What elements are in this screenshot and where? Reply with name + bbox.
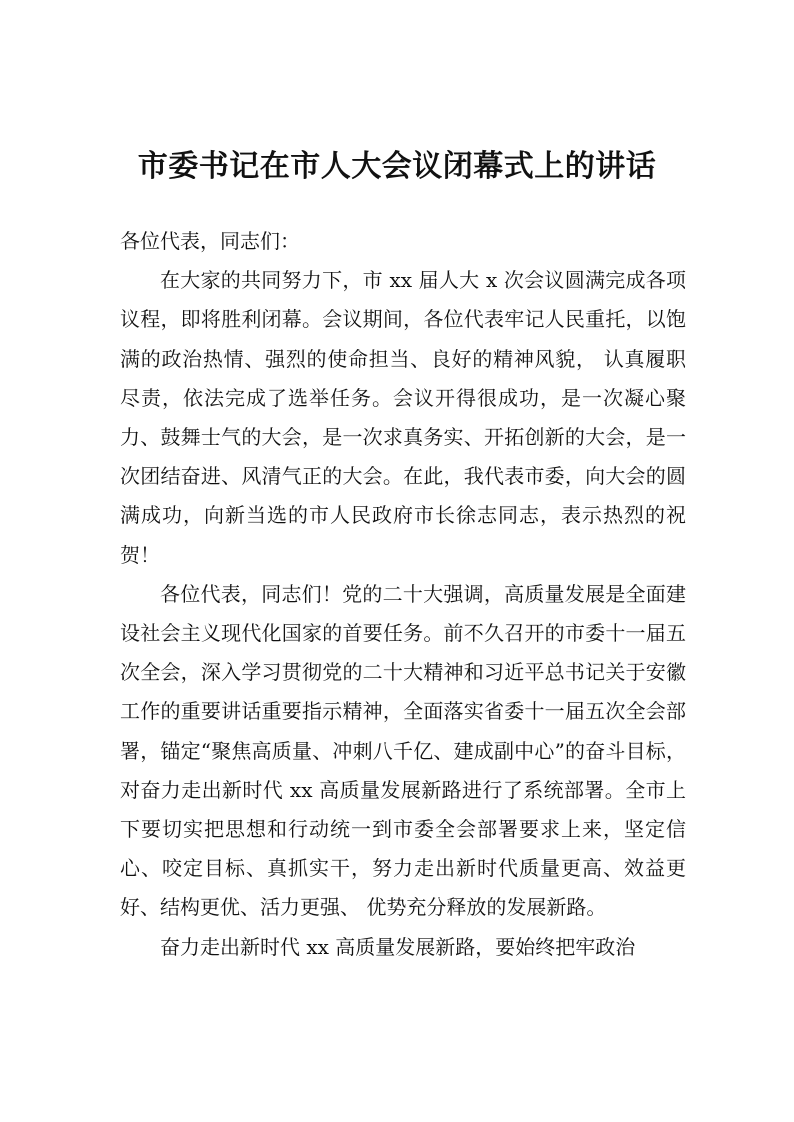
paragraph-1: 在大家的共同努力下，市 xx 届人大 x 次会议圆满完成各项议程，即将胜利闭幕。会议期间，各位代表牢记人民重托，以饱满的政治热情、强烈的使命担当、良好的精神风貌， 认真履职尽责，依法完成了选举任务。会议开得很成功，是一次凝心聚力、鼓舞士气的大会，是一次求真务实、开拓创新的大会，是一次团结奋进、风清气正的大会。在此，我代表市委，向大会的圆满成功，向新当选的市人民政府市长徐志同志，表示热烈的祝贺！ [120,268,686,567]
paragraph-2: 各位代表，同志们！党的二十大强调，高质量发展是全面建设社会主义现代化国家的首要任务。前不久召开的市委十一届五次全会，深入学习贯彻党的二十大精神和习近平总书记关于安徽工作的重要讲话重要指示精神，全面落实省委十一届五次全会部署，锚定“聚焦高质量、冲刺八千亿、建成副中心”的奋斗目标，对奋力走出新时代 xx 高质量发展新路进行了系统部署。全市上下要切实把思想和行动统一到市委全会部署要求上来，坚定信心、咬定目标、真抓实干，努力走出新时代质量更高、效益更好、结构更优、活力更强、 优势充分释放的发展新路。 [120,581,686,920]
salutation: 各位代表，同志们： [120,229,300,253]
paragraph-3: 奋力走出新时代 xx 高质量发展新路，要始终把牢政治 [160,934,636,959]
document-body [120,222,686,967]
document-title: 市委书记在市人大会议闭幕式上的讲话 [137,149,657,184]
